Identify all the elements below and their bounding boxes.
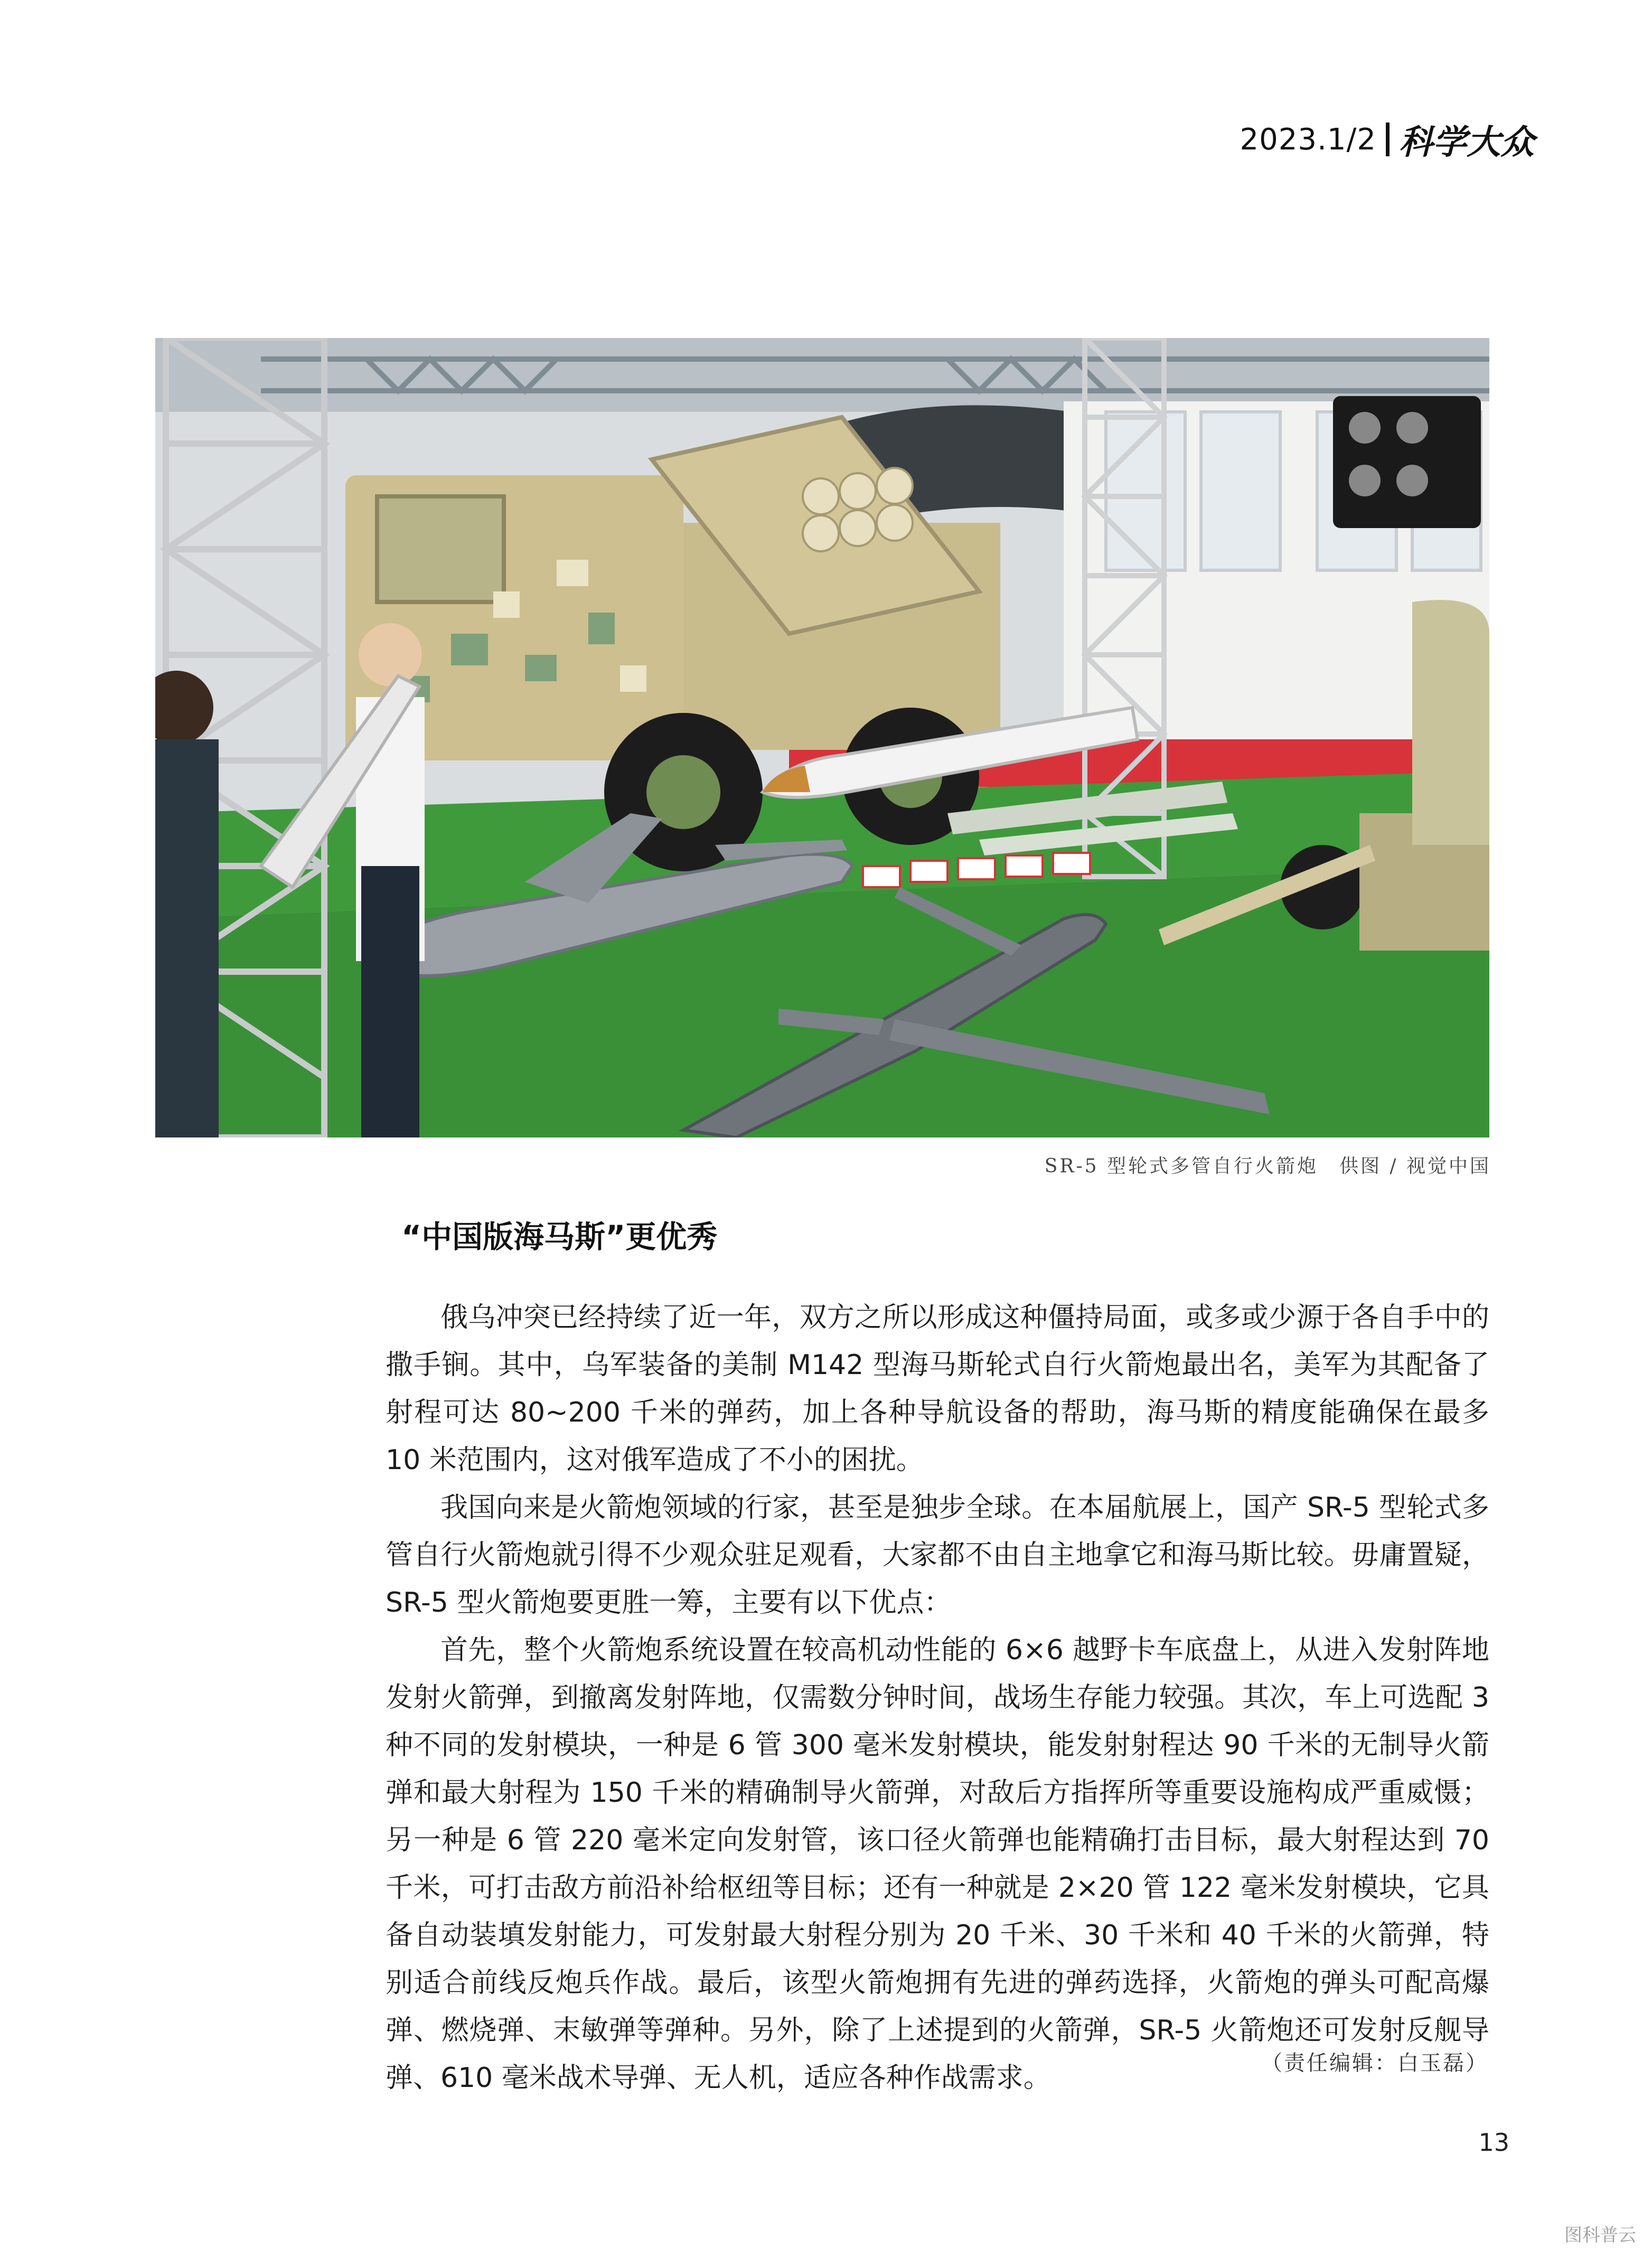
- rocket-launcher-photo: [155, 338, 1489, 1137]
- header-divider: [1386, 123, 1390, 156]
- caption-text: SR-5 型轮式多管自行火箭炮: [1044, 1155, 1318, 1177]
- article-title: “中国版海马斯”更优秀: [401, 1219, 718, 1255]
- article-body: [386, 1294, 1489, 2102]
- watermark: 图科普云: [1564, 2225, 1636, 2246]
- page-number: 13: [1478, 2128, 1509, 2157]
- page-header: [1240, 115, 1534, 164]
- article-paragraph: 俄乌冲突已经持续了近一年，双方之所以形成这种僵持局面，或多或少源于各自手中的撒手锏。其中，乌军装备的美制 M142 型海马斯轮式自行火箭炮最出名，美军为其配备了射程可达 80~200 千米的弹药，加上各种导航设备的帮助，海马斯的精度能确保在最多 10 米范围内，这对俄军造成了不小的困扰。: [386, 1302, 1489, 1476]
- issue-date: 2023.1/2: [1240, 122, 1376, 157]
- magazine-logo: 科学大众: [1399, 123, 1534, 162]
- article-photo: [155, 338, 1489, 1137]
- photo-caption: [1045, 1151, 1491, 1178]
- editor-credit: （责任编辑：白玉磊）: [1261, 2051, 1488, 2075]
- article-paragraph: 首先，整个火箭炮系统设置在较高机动性能的 6×6 越野卡车底盘上，从进入发射阵地发射火箭弹，到撤离发射阵地，仅需数分钟时间，战场生存能力较强。其次，车上可选配 3 种不同的发射模块，一种是 6 管 300 毫米发射模块，能发射射程达 90 千米的无制导火箭弹和最大射程为 150 千米的精确制导火箭弹，对敌后方指挥所等重要设施构成严重威慑；另一种是 6 管 220 毫米定向发射管，该口径火箭弹也能精确打击目标，最大射程达到 70 千米，可打击敌方前沿补给枢纽等目标；还有一种就是 2×20 管 122 毫米发射模块，它具备自动装填发射能力，可发射最大射程分别为 20 千米、30 千米和 40 千米的火箭弹，特别适合前线反炮兵作战。最后，该型火箭炮拥有先进的弹药选择，火箭炮的弹头可配高爆弹、燃烧弹、末敏弹等弹种。另外，除了上述提到的火箭弹，SR-5 火箭炮还可发射反舰导弹、610 毫米战术导弹、无人机，适应各种作战需求。: [386, 1634, 1489, 2094]
- caption-credit: 供图 / 视觉中国: [1339, 1155, 1491, 1177]
- article-paragraph: 我国向来是火箭炮领域的行家，甚至是独步全球。在本届航展上，国产 SR-5 型轮式多管自行火箭炮就引得不少观众驻足观看，大家都不由自主地拿它和海马斯比较。毋庸置疑，SR-5 型火箭炮要更胜一筹，主要有以下优点：: [386, 1492, 1489, 1619]
